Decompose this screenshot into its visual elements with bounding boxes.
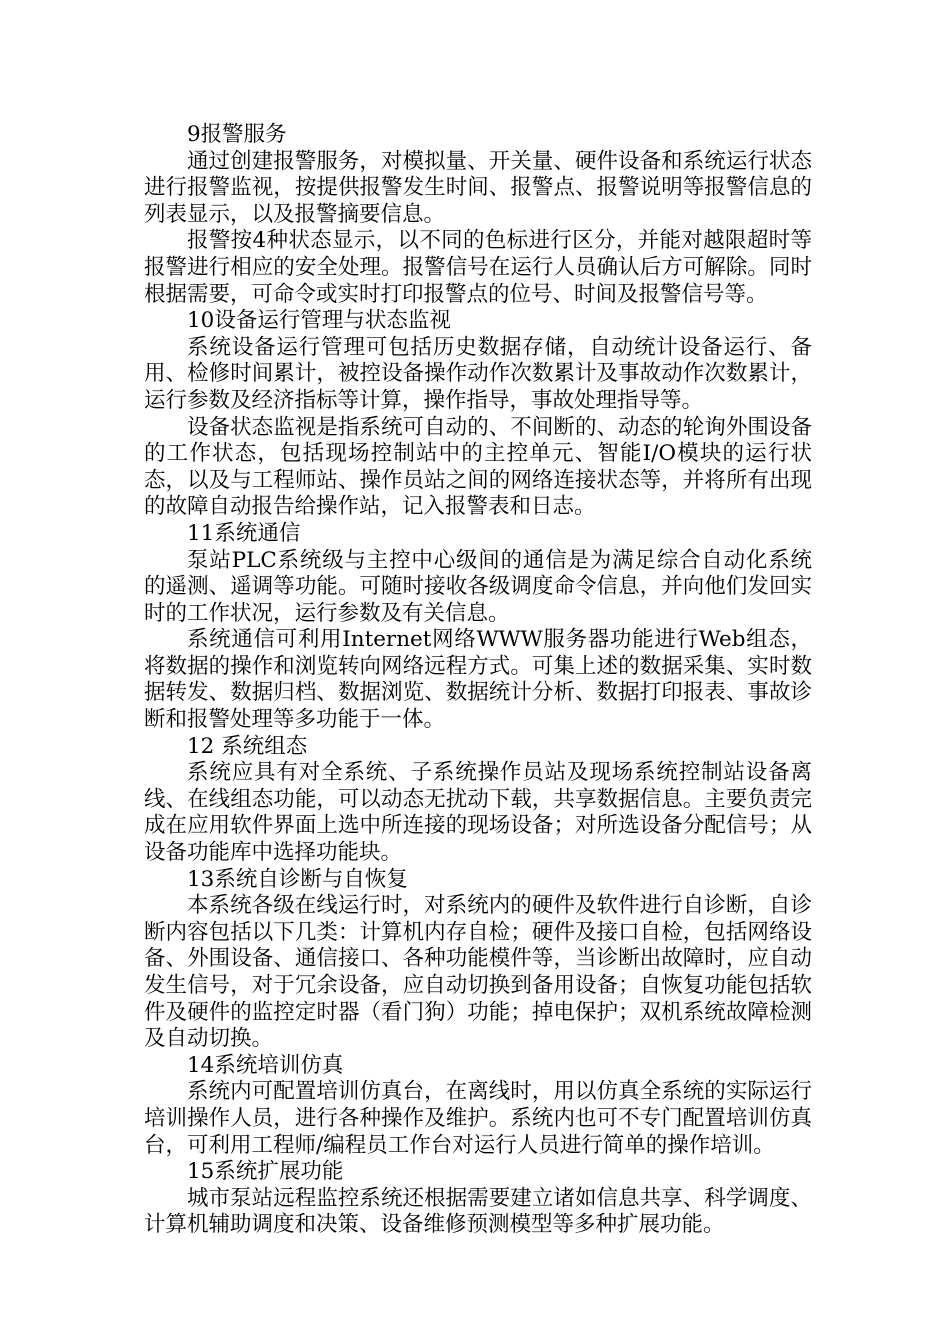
body-paragraph: 系统通信可利用Internet网络WWW服务器功能进行Web组态，将数据的操作和浏览转向网络远程方式。可集上述的数据采集、实时数据转发、数据归档、数据浏览、数据统计分析、数据打印报表、事故诊断和报警处理等多功能于一体。: [144, 627, 812, 733]
body-paragraph: 设备状态监视是指系统可自动的、不间断的、动态的轮询外围设备的工作状态，包括现场控制站中的主控单元、智能I/O模块的运行状态，以及与工程师站、操作员站之间的网络连接状态等，并将所有出现的故障自动报告给操作站，记入报警表和日志。: [144, 414, 812, 520]
document-page: [144, 122, 812, 1239]
body-paragraph: 系统设备运行管理可包括历史数据存储，自动统计设备运行、备用、检修时间累计，被控设备操作动作次数累计及事故动作次数累计，运行参数及经济指标等计算，操作指导，事故处理指导等。: [144, 334, 812, 413]
body-paragraph: 系统内可配置培训仿真台，在离线时，用以仿真全系统的实际运行培训操作人员，进行各种操作及维护。系统内也可不专门配置培训仿真台，可利用工程师/编程员工作台对运行人员进行简单的操作培训。: [144, 1079, 812, 1158]
section-heading-self-diagnosis: 13系统自诊断与自恢复: [187, 866, 408, 892]
section-heading-configuration: 12 系统组态: [187, 733, 308, 759]
body-paragraph: 本系统各级在线运行时，对系统内的硬件及软件进行自诊断，自诊断内容包括以下几类：计算机内存自检；硬件及接口自检，包括网络设备、外围设备、通信接口、各种功能模件等，当诊断出故障时，应自动发生信号，对于冗余设备，应自动切换到备用设备；自恢复功能包括软件及硬件的监控定时器（看门狗）功能；掉电保护；双机系统故障检测及自动切换。: [144, 893, 812, 1052]
section-heading-alarm-service: 9报警服务: [187, 122, 287, 147]
section-heading-training-simulation: 14系统培训仿真: [187, 1052, 344, 1078]
body-paragraph: 城市泵站远程监控系统还根据需要建立诸如信息共享、科学调度、计算机辅助调度和决策、设备维修预测模型等多种扩展功能。: [144, 1185, 812, 1238]
section-heading-communication: 11系统通信: [187, 520, 301, 546]
body-paragraph: 通过创建报警服务，对模拟量、开关量、硬件设备和系统运行状态进行报警监视，按提供报警发生时间、报警点、报警说明等报警信息的列表显示，以及报警摘要信息。: [144, 148, 812, 227]
section-heading-extension: 15系统扩展功能: [187, 1159, 344, 1185]
body-paragraph: 泵站PLC系统级与主控中心级间的通信是为满足综合自动化系统的遥测、遥调等功能。可随时接收各级调度命令信息，并向他们发回实时的工作状况，运行参数及有关信息。: [144, 547, 812, 626]
body-paragraph: 系统应具有对全系统、子系统操作员站及现场系统控制站设备离线、在线组态功能，可以动态无扰动下载，共享数据信息。主要负责完成在应用软件界面上选中所连接的现场设备；对所选设备分配信号；从设备功能库中选择功能块。: [144, 760, 812, 866]
section-heading-equipment-management: 10设备运行管理与状态监视: [187, 308, 451, 334]
body-paragraph: 报警按4种状态显示，以不同的色标进行区分，并能对越限超时等报警进行相应的安全处理。报警信号在运行人员确认后方可解除。同时根据需要，可命令或实时打印报警点的位号、时间及报警信号等。: [144, 228, 812, 307]
